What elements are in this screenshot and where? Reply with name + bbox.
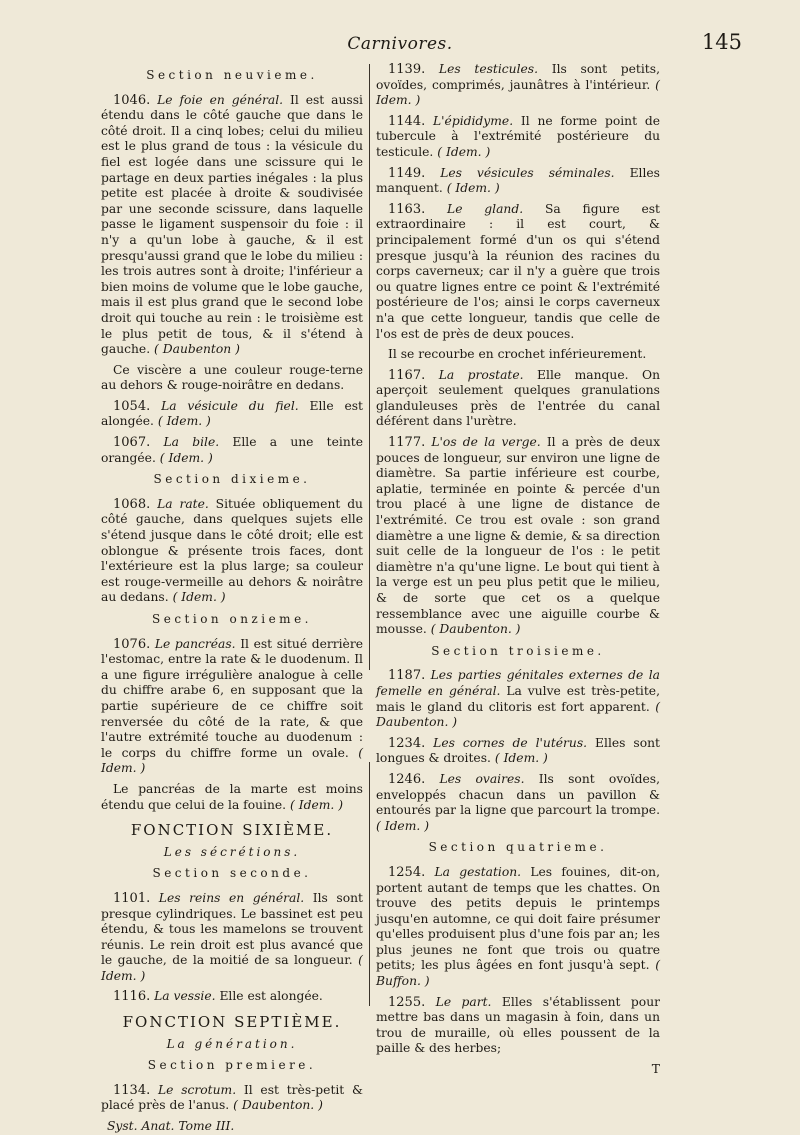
paragraph-title: Le pancréas.: [154, 636, 236, 651]
paragraph-1187: [376, 668, 660, 730]
citation: ( Idem. ): [376, 77, 660, 108]
paragraph-number: 1254.: [388, 864, 426, 880]
citation: ( Daubenton. ): [430, 622, 521, 637]
citation: ( Idem. ): [494, 751, 548, 766]
column-divider-lower: [369, 762, 370, 1006]
citation: ( Idem. ): [101, 953, 363, 983]
paragraph-text: Elle est alongée.: [219, 989, 323, 1004]
citation: ( Idem. ): [446, 181, 500, 196]
paragraph-1255: [376, 995, 660, 1057]
paragraph-number: 1067.: [113, 435, 151, 451]
page-number: 145: [701, 30, 742, 54]
paragraph-number: 1255.: [388, 994, 426, 1010]
paragraph-text: Elle a une teinte orangée.: [101, 435, 363, 465]
paragraph-text: Ils sont petits, ovoïdes, comprimés, jaunâtres à l'intérieur.: [376, 62, 660, 92]
section-heading: Section neuvieme.: [146, 68, 318, 82]
paragraph-1177: [376, 435, 660, 638]
paragraph-1149: [376, 166, 660, 197]
section-heading: Section dixieme.: [153, 472, 311, 487]
paragraph-text: Le pancréas de la marte est moins étendu que celui de la fouine.: [101, 781, 363, 812]
paragraph-number: 1144.: [388, 113, 426, 129]
paragraph-text: Elles sont longues & droites.: [376, 735, 660, 766]
citation: ( Idem. ): [290, 797, 344, 812]
function-heading: FONCTION SIXIÈME.: [130, 821, 334, 840]
paragraph-title: Le scrotum.: [157, 1082, 237, 1097]
paragraph-title: Les testicules.: [438, 62, 539, 76]
paragraph-text: Les fouines, dit-on, portent autant de temps que les chattes. On trouve des petits depuis le printemps jusqu'en automne, ce qui doit faire présumer qu'elles produisent plus d'une fois par an; les plus jeunes ne font que trois ou quatre petits; les plus âgées en font jusqu'à sept.: [376, 864, 660, 973]
section-heading: Section seconde.: [152, 866, 312, 881]
paragraph-text: Ils sont presque cylindriques. Le bassinet est peu étendu, & tous les mamelons se trouvent réunis. Le rein droit est plus avancé que le gauche, de la moitié de sa longueur.: [101, 890, 363, 968]
paragraph-title: Les ovaires.: [439, 771, 525, 786]
paragraph-title: Les reins en général.: [158, 890, 305, 905]
catchword: T: [651, 1062, 660, 1077]
citation: ( Idem. ): [157, 414, 211, 429]
paragraph-title: L'épididyme.: [433, 113, 514, 128]
column-divider: [369, 64, 370, 670]
citation: ( Buffon. ): [376, 958, 660, 989]
paragraph-title: La prostate.: [438, 367, 524, 382]
paragraph-number: 1076.: [113, 636, 151, 652]
citation: ( Idem. ): [101, 745, 363, 776]
section-heading: Section onzieme.: [152, 612, 312, 626]
paragraph-text: Elle manque. On aperçoit seulement quelques granulations glanduleuses près de l'entrée du canal déférent dans l'urètre.: [376, 367, 660, 429]
paragraph-1234: [376, 736, 660, 767]
paragraph-1067: [101, 435, 363, 466]
paragraph-number: 1163.: [388, 201, 426, 217]
paragraph-1163-continued: Il se recourbe en crochet inférieurement.: [388, 347, 647, 362]
paragraph-title: La bile.: [163, 435, 220, 450]
paragraph-text: Elles manquent.: [376, 165, 660, 196]
paragraph-1046: [101, 93, 363, 358]
paragraph-1246: [376, 772, 660, 834]
paragraph-number: 1046.: [113, 92, 151, 108]
paragraph-number: 1116.: [113, 989, 151, 1005]
paragraph-number: 1149.: [388, 165, 426, 181]
paragraph-number: 1068.: [113, 496, 151, 512]
paragraph-text: La vulve est très-petite, mais le gland du clitoris est fort apparent.: [376, 683, 660, 714]
paragraph-number: 1246.: [388, 771, 426, 787]
paragraph-text: Il est situé derrière l'estomac, entre la rate & le duodenum. Il a une figure irrégulière analogue à celle du chiffre arabe 6, en supposant que la partie supérieure de ce chiffre soit renversée du côté de la rate, & que l'autre extrémité touche au duodenum : le corps du chiffre forme un ovale.: [101, 636, 363, 760]
paragraph-1101: [101, 891, 363, 985]
paragraph-title: La vésicule du fiel.: [161, 398, 299, 413]
paragraph-1139: [376, 62, 660, 109]
citation: ( Idem. ): [172, 590, 226, 605]
signature-mark: Syst. Anat. Tome III.: [107, 1119, 235, 1134]
paragraph-1076: [101, 637, 363, 777]
paragraph-1163: [376, 202, 660, 342]
paragraph-1076-continued: [101, 782, 363, 813]
paragraph-number: 1177.: [388, 435, 426, 451]
section-heading: Section premiere.: [147, 1058, 317, 1073]
paragraph-title: La vessie.: [154, 989, 216, 1004]
paragraph-1167: [376, 368, 660, 430]
paragraph-title: Les vésicules séminales.: [440, 165, 615, 180]
paragraph-number: 1234.: [388, 735, 426, 751]
citation: ( Daubenton. ): [376, 699, 660, 730]
paragraph-title: Le gland.: [447, 201, 524, 216]
paragraph-title: Les cornes de l'utérus.: [433, 735, 588, 750]
paragraph-1054: [101, 399, 363, 430]
paragraph-text: Il ne forme point de tubercule à l'extrémité postérieure du testicule.: [376, 113, 660, 159]
paragraph-title: La gestation.: [434, 864, 522, 879]
function-heading: FONCTION SEPTIÈME.: [122, 1013, 342, 1032]
citation: ( Idem. ): [159, 450, 213, 465]
paragraph-text: Il a près de deux pouces de longueur, sur environ une ligne de diamètre. Sa partie inférieure est courbe, aplatie, terminée en pointe & percée d'un trou placé à une ligne de distance de l'extrémité. Ce trou est ovale : son grand diamètre a une ligne & demie, & sa direction suit celle de la longueur de l'os : le petit diamètre n'a qu'une ligne. Le bout qui tient à la verge est un peu plus petit que le milieu, & de sorte que cet os a quelque ressemblance avec une aiguille courbe & mousse.: [376, 435, 661, 637]
paragraph-text: Elles s'établissent pour mettre bas dans un magasin à foin, dans un trou de muraille, où elles poussent de la paille & des herbes;: [376, 994, 660, 1056]
paragraph-title: Le foie en général.: [157, 92, 284, 107]
paragraph-text: Il est très-petit & placé près de l'anus.: [101, 1082, 363, 1113]
paragraph-number: 1101.: [113, 890, 151, 906]
paragraph-1046-continued: Ce viscère a une couleur rouge-terne au dehors & rouge-noirâtre en dedans.: [101, 362, 363, 393]
citation: ( Idem. ): [437, 144, 491, 159]
paragraph-text: Elle est alongée.: [101, 398, 363, 429]
paragraph-number: 1134.: [113, 1082, 151, 1098]
paragraph-title: La rate.: [157, 496, 209, 511]
paragraph-title: L'os de la verge.: [431, 435, 541, 450]
paragraph-1116: [101, 989, 363, 1005]
function-subheading: La génération.: [166, 1036, 298, 1051]
citation: ( Daubenton ): [154, 342, 240, 357]
running-title: Carnivores.: [347, 34, 453, 54]
paragraph-title: Les parties génitales externes de la femelle en général.: [376, 668, 660, 698]
paragraph-1254: [376, 865, 660, 990]
paragraph-number: 1139.: [388, 62, 426, 77]
paragraph-1068: [101, 497, 363, 606]
paragraph-number: 1054.: [113, 398, 151, 414]
right-column: [376, 62, 660, 1078]
paragraph-number: 1187.: [388, 668, 426, 684]
paragraph-1134: [101, 1083, 363, 1114]
function-subheading: Les sécrétions.: [163, 844, 301, 859]
paragraph-number: 1167.: [388, 367, 426, 383]
paragraph-title: Le part.: [435, 994, 492, 1009]
left-column: [101, 62, 363, 1135]
page-header: [0, 30, 800, 60]
paragraph-text: Située obliquement du côté gauche, dans quelques sujets elle s'étend jusque dans le côté droit; elle est oblongue & présente trois faces, dont l'extérieure est la plus large; sa couleur est rouge-vermeille au dehors & noirâtre au dedans.: [101, 496, 363, 605]
paragraph-1144: [376, 114, 660, 161]
section-heading: Section troisieme.: [431, 643, 605, 658]
paragraph-text: Ils sont ovoïdes, enveloppés chacun dans un pavillon & entourés par la ligne que parcourt la trompe.: [376, 771, 660, 818]
paragraph-text: Sa figure est extraordinaire : il est court, & principalement formé d'un os qui s'étend presque jusqu'à la réunion des racines du corps caverneux; car il n'y a guère que trois ou quatre lignes entre ce point & l'extrémité postérieure de l'os; ainsi le corps caverneux n'a que cette longueur, tandis que celle de l'os est de près de deux pouces.: [376, 201, 660, 341]
section-heading: Section quatrieme.: [428, 840, 608, 855]
citation: ( Daubenton. ): [233, 1098, 323, 1113]
paragraph-text: Il est aussi étendu dans le côté gauche que dans le côté droit. Il a cinq lobes; celui du milieu est le plus grand de tous : la vésicule du fiel est logée dans une scissure qui le partage en deux parties inégales : la plus petite est placée à droite & soudivisée par une seconde scissure, dans laquelle passe le ligament suspensoir du foie : il n'y a qu'un lobe à gauche, & il est presqu'aussi grand que le lobe du milieu : les trois autres sont à droite; l'inférieur a bien moins de volume que le lobe gauche, mais il est plus grand que le second lobe droit qui touche au rein : le troisième est le plus petit de tous, & il s'étend à gauche.: [101, 92, 363, 357]
citation: ( Idem. ): [376, 818, 429, 833]
